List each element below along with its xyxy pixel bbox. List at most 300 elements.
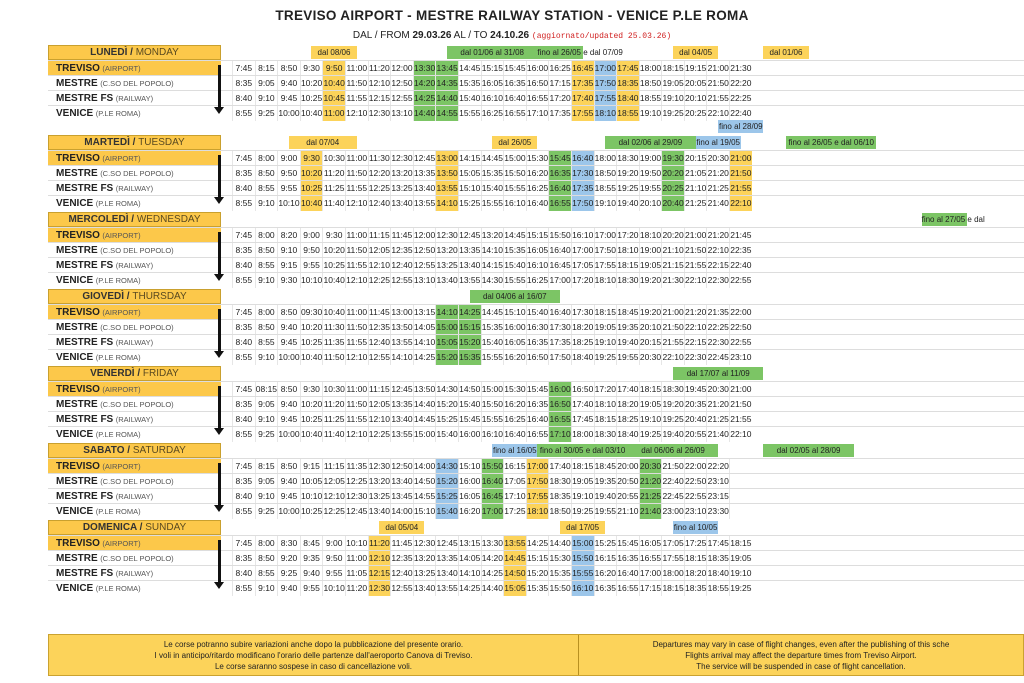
time-cell: 15:50: [548, 581, 571, 596]
time-cell: 16:00: [503, 320, 526, 335]
time-cell: 14:20: [413, 76, 436, 91]
time-cell: 19:00: [639, 151, 662, 166]
time-cell: 16:15: [503, 459, 526, 474]
time-cell: 9:40: [300, 566, 323, 581]
time-cell: 14:45: [503, 228, 526, 243]
arrow-spacer: [221, 181, 232, 195]
time-cell: 8:15: [255, 61, 278, 76]
time-cell: 21:20: [706, 166, 729, 181]
day-separator: /: [136, 522, 146, 533]
time-cell: 11:35: [322, 335, 345, 350]
time-cell: 22:50: [684, 474, 707, 489]
time-cell: 19:55: [639, 181, 662, 196]
day-header-row: [48, 45, 1024, 60]
arrow-spacer: [221, 76, 232, 90]
time-cell: 14:30: [435, 459, 458, 474]
time-cell: 8:50: [277, 61, 300, 76]
time-cell: 15:50: [571, 551, 594, 566]
station-sub: (P.LE ROMA): [95, 507, 141, 516]
time-cell: 14:10: [413, 335, 436, 350]
day-name-en: TUESDAY: [138, 137, 185, 148]
time-cell: 15:00: [503, 151, 526, 166]
day-label: [48, 520, 221, 535]
station-main: MESTRE FS: [56, 491, 114, 502]
time-cell: 10:45: [322, 91, 345, 106]
time-cell: 8:35: [232, 474, 255, 489]
time-cell: 21:25: [684, 196, 707, 211]
day-name-en: SATURDAY: [132, 445, 186, 456]
time-cell: 20:30: [639, 459, 662, 474]
station-main: VENICE: [56, 352, 94, 363]
time-cell: 23:10: [684, 504, 707, 519]
day-label: [48, 212, 221, 227]
time-cell: 8:00: [255, 151, 278, 166]
arrow-spacer: [221, 489, 232, 503]
time-cell: 15:55: [481, 196, 504, 211]
time-cell: 18:55: [639, 91, 662, 106]
time-cell: 15:30: [526, 151, 549, 166]
time-cell: 16:55: [526, 91, 549, 106]
footer-notice: [48, 634, 1024, 676]
station-name: [48, 551, 221, 566]
time-cell: 9:25: [255, 106, 278, 121]
station-row: [48, 180, 1024, 195]
time-cell: 7:45: [232, 228, 255, 243]
time-cell: 21:20: [639, 474, 662, 489]
time-cell: 9:55: [300, 258, 323, 273]
day-separator: /: [129, 137, 139, 148]
station-main: MESTRE: [56, 322, 98, 333]
station-row: [48, 242, 1024, 257]
validity-note: dal 04/06 al 16/07: [470, 290, 560, 303]
time-cell: 12:25: [368, 181, 391, 196]
time-cell: 8:00: [255, 536, 278, 551]
time-cell: 12:50: [413, 243, 436, 258]
time-cell: 10:30: [322, 151, 345, 166]
station-name: [48, 181, 221, 196]
time-cell: 8:45: [300, 536, 323, 551]
time-cell: 11:15: [368, 382, 391, 397]
departure-times: [232, 181, 752, 195]
time-cell: 9:55: [322, 566, 345, 581]
time-cell: 16:35: [526, 397, 549, 412]
time-cell: 14:10: [390, 350, 413, 365]
time-cell: 12:10: [368, 551, 391, 566]
time-cell: 8:55: [255, 258, 278, 273]
time-cell: 20:25: [661, 181, 684, 196]
time-cell: 8:55: [232, 196, 255, 211]
time-cell: 16:45: [571, 61, 594, 76]
time-cell: 12:55: [390, 91, 413, 106]
time-cell: 9:25: [255, 504, 278, 519]
time-cell: 10:40: [322, 305, 345, 320]
station-sub: (AIRPORT): [102, 539, 141, 548]
departure-times: [232, 273, 752, 287]
time-cell: 12:35: [390, 551, 413, 566]
arrow-spacer: [221, 61, 232, 75]
time-cell: 08:15: [255, 382, 278, 397]
time-cell: 17:20: [548, 91, 571, 106]
time-cell: 22:00: [684, 459, 707, 474]
time-cell: 16:40: [526, 412, 549, 427]
time-cell: 15:40: [526, 305, 549, 320]
time-cell: 14:05: [413, 320, 436, 335]
time-cell: 15:25: [435, 412, 458, 427]
time-cell: 15:40: [503, 258, 526, 273]
time-cell: 20:55: [616, 489, 639, 504]
time-cell: 9:50: [300, 243, 323, 258]
time-cell: 15:40: [481, 181, 504, 196]
time-cell: 17:30: [571, 166, 594, 181]
time-cell: 15:35: [526, 581, 549, 596]
station-sub: (P.LE ROMA): [95, 584, 141, 593]
time-cell: 18:00: [639, 61, 662, 76]
timetable: [48, 45, 1024, 597]
footer-en-line: Flights arrival may affect the departure times from Treviso Airport.: [685, 651, 917, 660]
time-cell: 14:10: [458, 566, 481, 581]
station-name: [48, 427, 221, 442]
time-cell: 12:25: [368, 273, 391, 288]
station-name: [48, 61, 221, 76]
time-cell: 12:10: [345, 350, 368, 365]
time-cell: 16:25: [503, 412, 526, 427]
station-row: [48, 150, 1024, 165]
time-cell: 13:15: [413, 305, 436, 320]
time-cell: 18:00: [594, 151, 617, 166]
time-cell: 21:00: [729, 151, 752, 166]
time-cell: 13:30: [413, 61, 436, 76]
time-cell: 11:00: [345, 228, 368, 243]
station-row: [48, 550, 1024, 565]
time-cell: 15:05: [435, 335, 458, 350]
time-cell: 16:25: [548, 61, 571, 76]
time-cell: 18:40: [616, 91, 639, 106]
time-cell: 15:25: [458, 196, 481, 211]
station-sub: (P.LE ROMA): [95, 353, 141, 362]
time-cell: 12:10: [368, 412, 391, 427]
time-cell: 17:00: [548, 273, 571, 288]
time-cell: 23:15: [706, 489, 729, 504]
station-name: [48, 151, 221, 166]
time-cell: 15:10: [458, 459, 481, 474]
time-cell: 11:40: [322, 427, 345, 442]
time-cell: 19:25: [571, 504, 594, 519]
time-cell: 18:55: [594, 181, 617, 196]
time-cell: 9:00: [277, 151, 300, 166]
time-cell: 22:55: [729, 273, 752, 288]
time-cell: 15:15: [458, 320, 481, 335]
time-cell: 17:55: [594, 258, 617, 273]
station-main: TREVISO: [56, 461, 100, 472]
station-name: [48, 504, 221, 519]
time-cell: 18:30: [661, 382, 684, 397]
departure-times: [232, 489, 752, 503]
time-cell: 20:20: [661, 228, 684, 243]
time-cell: 16:50: [526, 76, 549, 91]
departure-times: [232, 166, 752, 180]
range-mid: AL / TO: [451, 30, 491, 41]
station-row: [48, 426, 1024, 441]
time-cell: 10:25: [300, 335, 323, 350]
time-cell: 21:10: [661, 243, 684, 258]
arrow-spacer: [221, 243, 232, 257]
station-name: [48, 273, 221, 288]
footer-it-line: I voli in anticipo/ritardo modificano l'orario delle partenze dall'aeroporto Canova di Treviso.: [154, 651, 473, 660]
time-cell: 17:00: [571, 243, 594, 258]
time-cell: 21:45: [729, 228, 752, 243]
station-sub: (C.SO DEL POPOLO): [100, 400, 174, 409]
time-cell: 17:35: [571, 76, 594, 91]
time-cell: 17:50: [594, 243, 617, 258]
time-cell: 15:40: [435, 427, 458, 442]
validity-notes: [232, 289, 1024, 304]
time-cell: 18:20: [616, 397, 639, 412]
validity-note: dal 02/06 al 29/09: [605, 136, 695, 149]
time-cell: 19:35: [616, 320, 639, 335]
departure-times: [232, 151, 752, 165]
time-cell: 9:45: [277, 91, 300, 106]
time-cell: 12:20: [368, 166, 391, 181]
time-cell: 22:10: [706, 243, 729, 258]
time-cell: 11:35: [345, 459, 368, 474]
time-cell: 8:40: [232, 181, 255, 196]
time-cell: 10:40: [300, 196, 323, 211]
validity-note: fino al 19/05: [696, 138, 740, 147]
time-cell: 10:10: [300, 273, 323, 288]
time-cell: 13:25: [435, 258, 458, 273]
time-cell: 9:10: [255, 489, 278, 504]
time-cell: 12:45: [458, 228, 481, 243]
time-cell: 8:55: [232, 504, 255, 519]
time-cell: 22:10: [729, 196, 752, 211]
time-cell: 8:20: [277, 228, 300, 243]
station-sub: (RAILWAY): [115, 94, 154, 103]
time-cell: 14:25: [481, 566, 504, 581]
arrow-spacer: [221, 382, 232, 396]
station-sub: (RAILWAY): [115, 569, 154, 578]
time-cell: 14:45: [458, 61, 481, 76]
time-cell: 16:15: [594, 551, 617, 566]
time-cell: 18:45: [616, 305, 639, 320]
day-block: [48, 212, 1024, 287]
time-cell: 18:55: [706, 581, 729, 596]
time-cell: 12:10: [368, 76, 391, 91]
time-cell: 13:20: [368, 474, 391, 489]
time-cell: 12:45: [345, 504, 368, 519]
time-cell: 9:10: [255, 91, 278, 106]
time-cell: 12:05: [368, 243, 391, 258]
station-name: [48, 412, 221, 427]
time-cell: 11:05: [345, 566, 368, 581]
day-header-row: [48, 212, 1024, 227]
time-cell: 18:35: [684, 581, 707, 596]
station-main: MESTRE: [56, 168, 98, 179]
time-cell: 14:55: [413, 489, 436, 504]
time-cell: 12:35: [390, 243, 413, 258]
time-cell: 17:30: [548, 320, 571, 335]
time-cell: 19:25: [661, 106, 684, 121]
time-cell: 9:40: [277, 397, 300, 412]
time-cell: 14:50: [503, 566, 526, 581]
time-cell: 15:55: [481, 350, 504, 365]
time-cell: 16:10: [526, 258, 549, 273]
time-cell: 10:30: [322, 382, 345, 397]
direction-arrow-icon: [218, 232, 221, 276]
time-cell: 9:50: [277, 166, 300, 181]
time-cell: 20:35: [684, 397, 707, 412]
time-cell: 18:25: [616, 412, 639, 427]
time-cell: 14:40: [413, 106, 436, 121]
station-name: [48, 459, 221, 474]
time-cell: 8:40: [232, 412, 255, 427]
time-cell: 19:25: [661, 412, 684, 427]
time-cell: 8:55: [232, 273, 255, 288]
time-cell: 9:05: [255, 474, 278, 489]
time-cell: 18:30: [616, 273, 639, 288]
time-cell: 9:05: [255, 397, 278, 412]
time-cell: 18:35: [706, 551, 729, 566]
validity-note: dal 01/06: [763, 46, 808, 59]
time-cell: 8:55: [255, 566, 278, 581]
time-cell: 22:30: [706, 335, 729, 350]
day-name-it: MERCOLEDÌ: [68, 214, 129, 225]
time-cell: 10:40: [322, 273, 345, 288]
time-cell: 23:10: [729, 350, 752, 365]
time-cell: 20:40: [661, 196, 684, 211]
station-name: [48, 320, 221, 335]
time-cell: 9:10: [277, 243, 300, 258]
time-cell: 15:55: [458, 106, 481, 121]
time-cell: 17:20: [616, 228, 639, 243]
time-cell: 14:15: [458, 151, 481, 166]
time-cell: 18:40: [616, 427, 639, 442]
time-cell: 11:25: [322, 412, 345, 427]
time-cell: 12:25: [345, 474, 368, 489]
station-main: TREVISO: [56, 63, 100, 74]
time-cell: 15:55: [571, 566, 594, 581]
time-cell: 9:15: [277, 258, 300, 273]
time-cell: 9:30: [300, 61, 323, 76]
time-cell: 16:40: [503, 91, 526, 106]
time-cell: 10:20: [300, 166, 323, 181]
time-cell: 16:55: [548, 196, 571, 211]
time-cell: 18:10: [594, 397, 617, 412]
time-cell: 10:00: [277, 106, 300, 121]
day-separator: /: [124, 291, 133, 302]
time-cell: 10:25: [300, 504, 323, 519]
time-cell: 22:25: [729, 91, 752, 106]
time-cell: 19:40: [594, 489, 617, 504]
station-name: [48, 581, 221, 596]
arrowhead-icon: [214, 107, 224, 114]
time-cell: 14:15: [481, 258, 504, 273]
footer-it-line: Le corse saranno sospese in caso di cancellazione voli.: [214, 662, 412, 671]
time-cell: 17:55: [661, 551, 684, 566]
station-row: [48, 227, 1024, 242]
time-cell: 16:45: [481, 489, 504, 504]
validity-notes: [232, 366, 1024, 381]
time-cell: 8:00: [255, 228, 278, 243]
time-cell: 13:35: [413, 166, 436, 181]
time-cell: 19:10: [661, 91, 684, 106]
time-cell: 17:40: [616, 382, 639, 397]
time-cell: 10:00: [277, 350, 300, 365]
time-cell: 17:25: [684, 536, 707, 551]
validity-note: dal 04/05: [673, 46, 718, 59]
station-sub: (C.SO DEL POPOLO): [100, 246, 174, 255]
time-cell: 16:10: [571, 228, 594, 243]
time-cell: 11:00: [322, 106, 345, 121]
validity-note: dal 02/05 al 28/09: [763, 444, 853, 457]
time-cell: 15:10: [503, 305, 526, 320]
time-cell: 21:55: [706, 91, 729, 106]
time-cell: 12:30: [345, 489, 368, 504]
time-cell: 12:55: [413, 258, 436, 273]
footer-it-line: Le corse potranno subire variazioni anche dopo la pubblicazione del presente orario.: [163, 640, 464, 649]
page-title: TREVISO AIRPORT - MESTRE RAILWAY STATION - VENICE P.LE ROMA: [275, 8, 749, 23]
time-cell: 11:30: [368, 151, 391, 166]
station-name: [48, 196, 221, 211]
time-cell: 16:00: [458, 427, 481, 442]
time-cell: 10:10: [345, 536, 368, 551]
time-cell: 13:20: [413, 551, 436, 566]
time-cell: 16:10: [503, 196, 526, 211]
validity-note: fino al 10/05: [673, 523, 718, 532]
validity-note: dal 01/06 al 31/08: [447, 46, 537, 59]
time-cell: 9:00: [300, 228, 323, 243]
time-cell: 23:10: [706, 474, 729, 489]
station-row: [48, 334, 1024, 349]
time-cell: 18:15: [661, 61, 684, 76]
time-cell: 9:40: [277, 474, 300, 489]
day-name-en: SUNDAY: [145, 522, 187, 533]
time-cell: 11:50: [345, 397, 368, 412]
time-cell: 13:40: [390, 412, 413, 427]
time-cell: 19:25: [594, 350, 617, 365]
station-name: [48, 382, 221, 397]
time-cell: 11:50: [322, 350, 345, 365]
time-cell: 9:15: [300, 459, 323, 474]
time-cell: 9:50: [322, 61, 345, 76]
station-row: [48, 257, 1024, 272]
station-row: [48, 488, 1024, 503]
time-cell: 17:10: [526, 106, 549, 121]
time-cell: 19:40: [616, 335, 639, 350]
time-cell: 15:15: [526, 228, 549, 243]
station-name: [48, 166, 221, 181]
time-cell: 18:10: [594, 106, 617, 121]
time-cell: 8:30: [277, 536, 300, 551]
time-cell: 21:35: [706, 305, 729, 320]
time-cell: 17:50: [548, 350, 571, 365]
time-cell: 22:45: [661, 489, 684, 504]
time-cell: 13:40: [435, 566, 458, 581]
range-from: 29.03.26: [412, 30, 452, 41]
time-cell: 13:40: [390, 196, 413, 211]
time-cell: 17:35: [571, 181, 594, 196]
station-row: [48, 105, 1024, 120]
validity-note: fino al 26/05 e dal 06/10: [786, 136, 876, 149]
time-cell: 11:25: [322, 181, 345, 196]
time-cell: 15:40: [481, 335, 504, 350]
day-name-it: GIOVEDÌ: [82, 291, 125, 302]
departure-times: [232, 76, 752, 90]
time-cell: 21:20: [706, 228, 729, 243]
arrowhead-icon: [214, 274, 224, 281]
time-cell: 11:00: [345, 305, 368, 320]
time-cell: 15:40: [435, 504, 458, 519]
time-cell: 17:20: [571, 273, 594, 288]
